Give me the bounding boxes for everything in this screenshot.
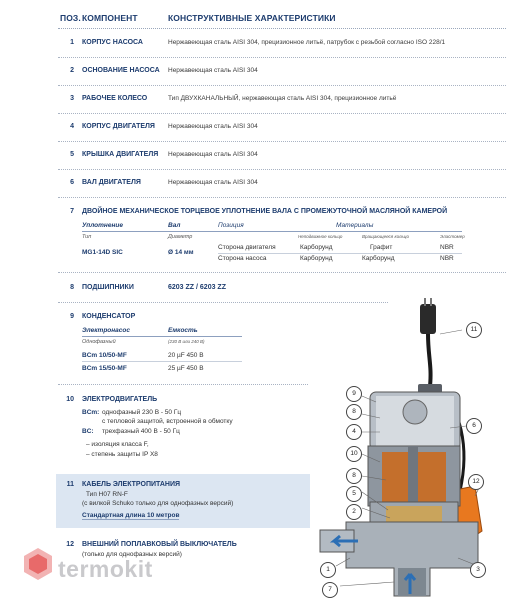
row-divider (58, 384, 308, 385)
component-row (0, 151, 512, 179)
row-component: КОРПУС ДВИГАТЕЛЯ (82, 123, 155, 130)
seal-elastomer: NBR (440, 255, 454, 262)
materials-col-header: Материалы (336, 222, 374, 229)
callout-9: 9 (346, 386, 362, 402)
seal-header-rule (82, 231, 462, 232)
bearings-num: 8 (70, 284, 74, 291)
component-row (0, 95, 512, 123)
row-description: Нержавеющая сталь AISI 304 (168, 67, 258, 74)
cable-name: КАБЕЛЬ ЭЛЕКТРОПИТАНИЯ (82, 481, 181, 488)
callout-2: 2 (346, 504, 362, 520)
seal-fixed-ring: Карборунд (300, 255, 333, 262)
motor-bc-value: трехфазный 400 В - 50 Гц (102, 428, 180, 435)
bearings-value: 6203 ZZ / 6203 ZZ (168, 284, 226, 291)
row-num: 6 (70, 179, 74, 186)
capacitor-value: 25 µF 450 В (168, 365, 204, 372)
diameter-subheader: Диаметр (168, 234, 193, 240)
col-pos-header: ПОЗ. (60, 13, 81, 23)
callout-1: 1 (320, 562, 336, 578)
cable-num: 11 (66, 481, 74, 488)
fixed-ring-subheader: Неподвижное кольцо (298, 234, 343, 239)
motor-bcm-value: однофазный 230 В - 50 Гц (102, 409, 182, 416)
float-note: (только для однофазных версий) (82, 551, 182, 558)
col-component-header: КОМПОНЕНТ (82, 13, 138, 23)
rotating-ring-subheader: Вращающееся кольцо (362, 234, 409, 239)
capacitor-line-rule (82, 361, 242, 362)
pump-col-header: Электронасос (82, 327, 131, 334)
row-divider (58, 197, 506, 198)
row-description: Нержавеющая сталь AISI 304 (168, 123, 258, 130)
motor-name: ЭЛЕКТРОДВИГАТЕЛЬ (82, 396, 158, 403)
cable-plug-note: (с вилкой Schuko только для однофазных версий) (82, 500, 234, 507)
callout-7: 7 (322, 582, 338, 598)
callout-8b: 8 (346, 468, 362, 484)
cable-type: Тип H07 RN-F (86, 491, 128, 498)
bearings-name: ПОДШИПНИКИ (82, 284, 134, 291)
termokit-logo-icon (22, 546, 54, 582)
seal-num: 7 (70, 208, 74, 215)
capacitor-name: КОНДЕНСАТОР (82, 313, 136, 320)
component-row (0, 179, 512, 207)
callout-10: 10 (346, 446, 362, 462)
seal-line-rule (218, 253, 462, 254)
motor-bcm-label: BCm: (82, 409, 100, 416)
seal-elastomer: NBR (440, 244, 454, 251)
row-divider (58, 113, 506, 114)
row-num: 5 (70, 151, 74, 158)
callout-4: 4 (346, 424, 362, 440)
row-num: 1 (70, 39, 74, 46)
pump-cutaway-illustration (310, 296, 510, 608)
row-component: КОРПУС НАСОСА (82, 39, 143, 46)
seal-rotating-ring: Графит (370, 244, 393, 251)
row-component: КРЫШКА ДВИГАТЕЛЯ (82, 151, 159, 158)
callout-5: 5 (346, 486, 362, 502)
row-description: Нержавеющая сталь AISI 304 (168, 179, 258, 186)
position-col-header: Позиция (218, 222, 244, 229)
row-num: 2 (70, 67, 74, 74)
capacitor-model: BCm 10/50-MF (82, 352, 127, 359)
capacity-col-header: Емкость (168, 327, 198, 334)
callout-6: 6 (466, 418, 482, 434)
row-description: Тип ДВУХКАНАЛЬНЫЙ, нержавеющая сталь AISI 304, прецизионное литьё (168, 95, 397, 102)
component-row (0, 39, 512, 67)
seal-fixed-ring: Карборунд (300, 244, 333, 251)
row-divider (58, 85, 506, 86)
float-name: ВНЕШНИЙ ПОПЛАВКОВЫЙ ВЫКЛЮЧАТЕЛЬ (82, 541, 237, 548)
row-component: ОСНОВАНИЕ НАСОСА (82, 67, 160, 74)
row-num: 4 (70, 123, 74, 130)
row-component: ВАЛ ДВИГАТЕЛЯ (82, 179, 141, 186)
seal-col-header: Уплотнение (82, 222, 123, 229)
motor-thermal-protection: с тепловой защитой, встроенной в обмотку (102, 418, 233, 425)
component-row (0, 123, 512, 151)
col-description-header: КОНСТРУКТИВНЫЕ ХАРАКТЕРИСТИКИ (168, 13, 336, 23)
row-divider (58, 57, 506, 58)
seal-position: Сторона двигателя (218, 244, 276, 251)
component-row (0, 67, 512, 95)
float-num: 12 (66, 541, 74, 548)
callout-8: 8 (346, 404, 362, 420)
seal-rotating-ring: Карборунд (362, 255, 395, 262)
capacitor-header-rule (82, 336, 242, 337)
termokit-logo-text: termokit (58, 556, 153, 582)
motor-protection: – степень защиты IP X8 (86, 451, 158, 458)
row-divider (58, 141, 506, 142)
seal-position: Сторона насоса (218, 255, 267, 262)
elastomer-subheader: Эластомер (440, 234, 465, 239)
row-description: Нержавеющая сталь AISI 304 (168, 151, 258, 158)
seal-type: MG1-14D SIC (82, 249, 123, 256)
row-divider (58, 169, 506, 170)
seal-diameter: Ø 14 мм (168, 249, 194, 256)
shaft-col-header: Вал (168, 222, 181, 229)
capacitor-num: 9 (70, 313, 74, 320)
capacitor-model: BCm 15/50-MF (82, 365, 127, 372)
callout-12: 12 (468, 474, 484, 490)
motor-num: 10 (66, 396, 74, 403)
seal-title: ДВОЙНОЕ МЕХАНИЧЕСКОЕ ТОРЦЕВОЕ УПЛОТНЕНИЕ ВАЛА С ПРОМЕЖУТОЧНОЙ МАСЛЯНОЙ КАМЕРОЙ (82, 208, 448, 215)
row-divider (58, 272, 506, 273)
callout-11: 11 (466, 322, 482, 338)
voltage-subheader: (230 В или 240 В) (168, 339, 205, 344)
type-subheader: Тип (82, 234, 92, 240)
header-rule (58, 28, 506, 29)
single-phase-subheader: Однофазный (82, 339, 116, 345)
row-description: Нержавеющая сталь AISI 304, прецизионное литьё, патрубок с резьбой согласно ISO 228/1 (168, 39, 446, 46)
capacitor-value: 20 µF 450 В (168, 352, 204, 359)
motor-insulation: – изоляция класса F, (86, 441, 149, 448)
callout-3: 3 (470, 562, 486, 578)
plug-icon (420, 304, 436, 334)
cable-standard-length: Стандартная длина 10 метров (82, 512, 180, 519)
motor-bc-label: BC: (82, 428, 94, 435)
row-num: 3 (70, 95, 74, 102)
row-component: РАБОЧЕЕ КОЛЕСО (82, 95, 148, 102)
